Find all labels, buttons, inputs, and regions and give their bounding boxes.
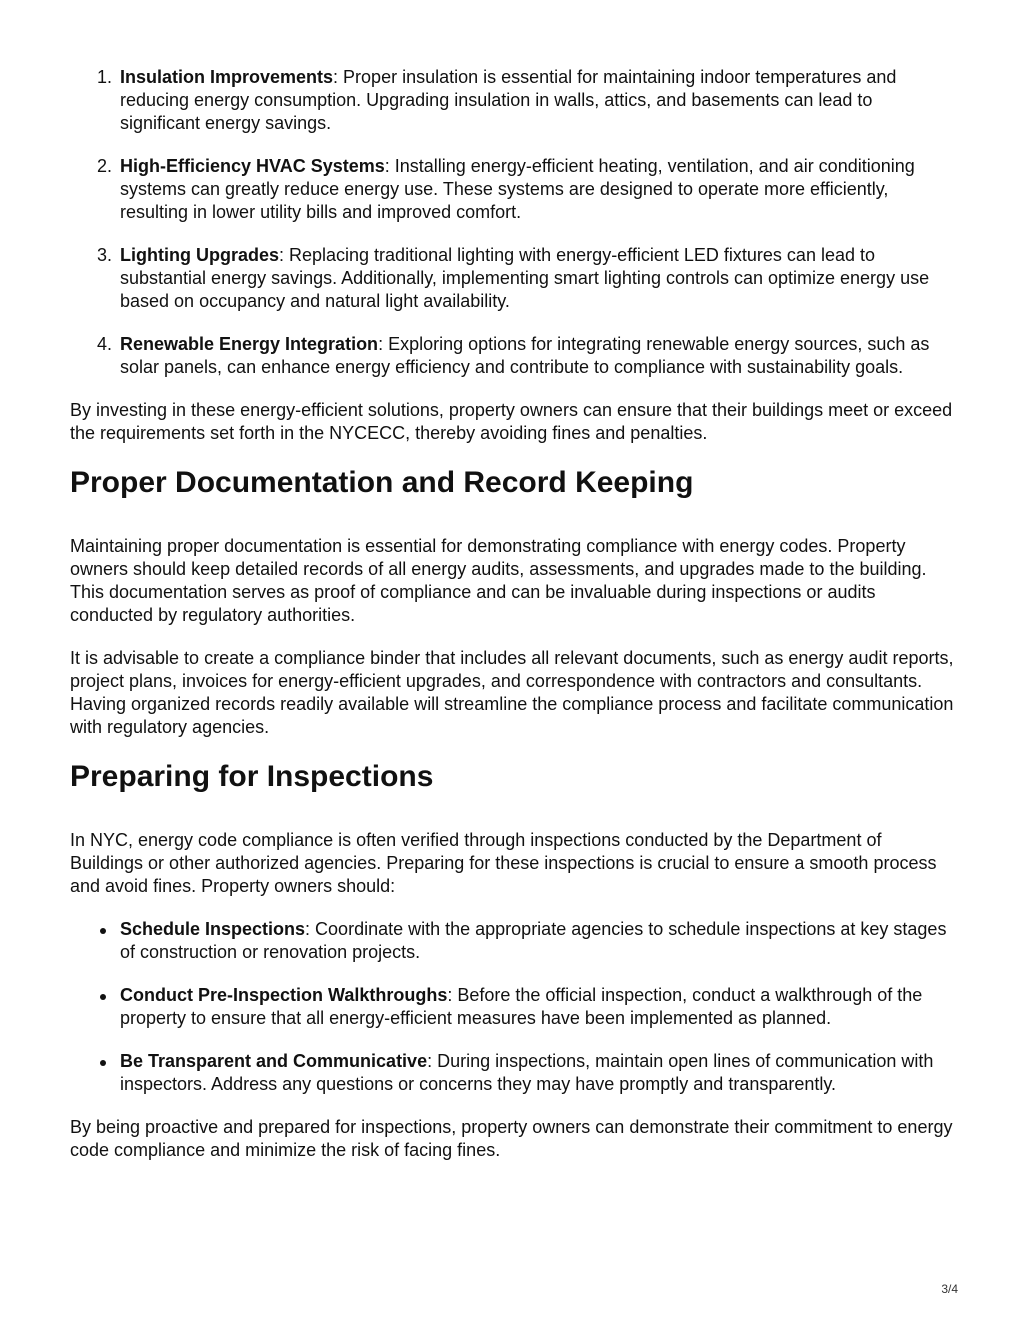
list-item [70,918,954,964]
list-item-title: Insulation Improvements [120,67,334,87]
list-item-title: Renewable Energy Integration [120,334,379,354]
list-item [70,984,954,1030]
list-item-title: Lighting Upgrades [120,245,279,265]
bullet-icon [100,1060,106,1066]
list-item [70,333,954,379]
list-item-text: : Installing energy-efficient heating, ventilation, and air conditioning systems can greatly reduce energy use. These systems are designed to operate more efficiently, resulting in lower utility bills and improved comfort. [120,156,915,222]
list-item-title: Schedule Inspections [120,919,306,939]
list-item-title: Be Transparent and Communicative [120,1051,428,1071]
list-number: 2. [97,156,113,176]
list-number: 3. [97,245,113,265]
investing-paragraph: By investing in these energy-efficient solutions, property owners can ensure that their buildings meet or exceed the requirements set forth in the NYCECC, thereby avoiding fines and penalties. [70,400,953,443]
list-item-text: : During inspections, maintain open lines of communication with inspectors. Address any questions or concerns they may have promptly and transparently. [120,1051,934,1094]
page-number: 3/4 [941,1282,958,1296]
list-item-title: Conduct Pre-Inspection Walkthroughs [120,985,448,1005]
list-number: 1. [97,67,113,87]
inspections-heading: Preparing for Inspections [70,760,434,793]
closing-paragraph: By being proactive and prepared for inspections, property owners can demonstrate their commitment to energy code compliance and minimize the risk of facing fines. [70,1117,953,1160]
list-item-title: High-Efficiency HVAC Systems [120,156,385,176]
list-item-text: : Before the official inspection, conduct a walkthrough of the property to ensure that all energy-efficient measures have been implemented as planned. [120,985,923,1028]
inspection-steps-list [70,918,954,1096]
documentation-paragraph-1: Maintaining proper documentation is essential for demonstrating compliance with energy codes. Property owners should keep detailed records of all energy audits, assessments, and upgrades made to the building. This documentation serves as proof of compliance and can be invaluable during inspections or audits conducted by regulatory authorities. [70,536,927,625]
document-page [70,66,954,1182]
list-item-text: : Replacing traditional lighting with energy-efficient LED fixtures can lead to substantial energy savings. Additionally, implementing smart lighting controls can optimize energy use based on occupancy and natural light availability. [120,245,930,311]
bullet-icon [100,928,106,934]
documentation-heading: Proper Documentation and Record Keeping [70,466,694,499]
list-number: 4. [97,334,113,354]
list-item-text: : Exploring options for integrating renewable energy sources, such as solar panels, can enhance energy efficiency and contribute to compliance with sustainability goals. [120,334,930,377]
bullet-icon [100,994,106,1000]
list-item-text: : Coordinate with the appropriate agencies to schedule inspections at key stages of construction or renovation projects. [120,919,947,962]
list-item [70,1050,954,1096]
documentation-paragraph-2: It is advisable to create a compliance binder that includes all relevant documents, such as energy audit reports, project plans, invoices for energy-efficient upgrades, and correspondence with contractors and consultants. Having organized records readily available will streamline the compliance process and facilitate communication with regulatory agencies. [70,648,954,737]
energy-solutions-list [70,66,954,379]
list-item [70,155,954,224]
list-item [70,66,954,135]
list-item [70,244,954,313]
list-item-text: : Proper insulation is essential for maintaining indoor temperatures and reducing energy consumption. Upgrading insulation in walls, attics, and basements can lead to significant energy savings. [120,67,897,133]
inspections-intro-paragraph: In NYC, energy code compliance is often verified through inspections conducted by the Department of Buildings or other authorized agencies. Preparing for these inspections is crucial to ensure a smooth process and avoid fines. Property owners should: [70,830,937,896]
